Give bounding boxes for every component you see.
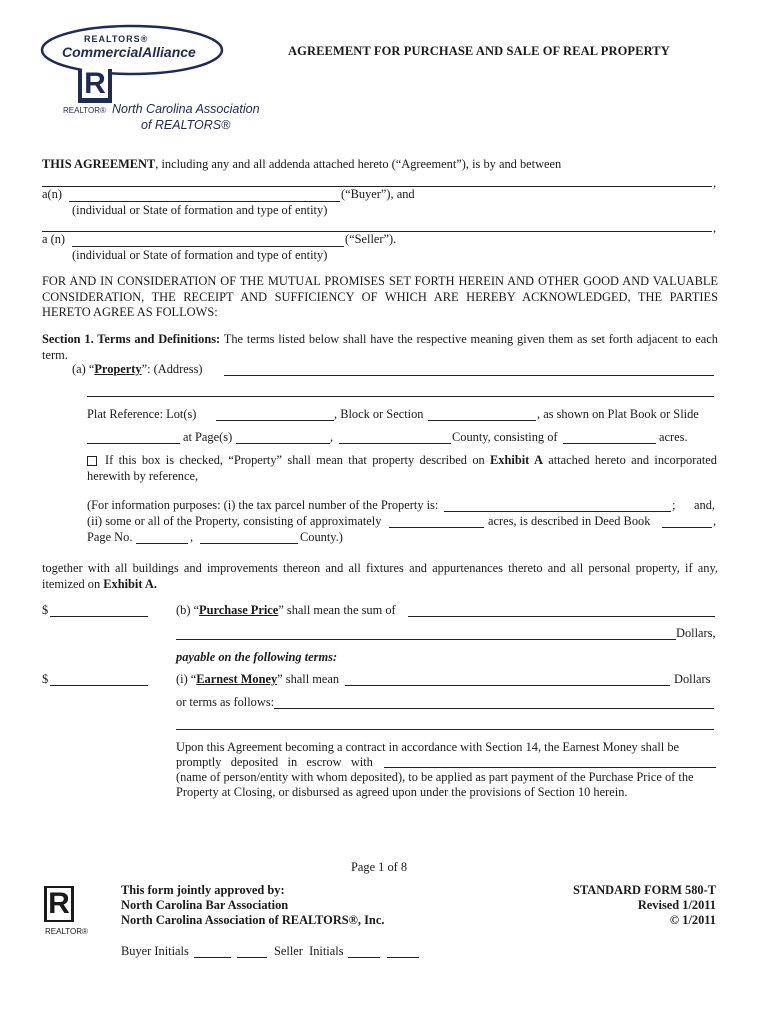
plat-book-label: , as shown on Plat Book or Slide xyxy=(537,407,699,421)
upon-line-1: Upon this Agreement becoming a contract in accordance with Section 14, the Earnest Money shall be xyxy=(176,740,680,754)
intro-line xyxy=(42,157,561,172)
footer-realtor-r-logo: R xyxy=(44,886,74,922)
property-term: Property xyxy=(94,362,142,376)
property-address-line[interactable] xyxy=(224,375,714,376)
page-no-line[interactable] xyxy=(136,543,188,544)
terms-line-1[interactable] xyxy=(274,708,714,709)
realtor-label: REALTOR® xyxy=(63,106,106,115)
county-consisting-label: County, consisting of xyxy=(452,430,558,444)
purchase-price-words-line-2[interactable] xyxy=(176,639,676,640)
upon-line-3: (name of person/entity with whom deposited), to be applied as part payment of the Purchase Price of the xyxy=(176,770,694,784)
property-label: (a) “Property”: (Address) xyxy=(72,362,203,376)
document-title: AGREEMENT FOR PURCHASE AND SALE OF REAL PROPERTY xyxy=(288,44,670,58)
info-line-3b: County.) xyxy=(300,530,343,544)
seller-initials-line-1[interactable] xyxy=(348,957,380,958)
payable-label: payable on the following terms: xyxy=(176,650,338,664)
slide-line[interactable] xyxy=(87,443,180,444)
ncar-line-1: North Carolina Association xyxy=(112,102,260,116)
seller-initials-label: Seller Initials xyxy=(274,944,344,958)
info-line-2b: acres, is described in Deed Book xyxy=(488,514,651,528)
approved-line-3: North Carolina Association of REALTORS®, Inc. xyxy=(121,913,385,927)
dollars-label: Dollars, xyxy=(676,626,716,640)
page-number: Page 1 of 8 xyxy=(351,860,408,874)
comma: , xyxy=(713,514,717,528)
consideration-paragraph: FOR AND IN CONSIDERATION OF THE MUTUAL PROMISES SET FORTH HEREIN AND OTHER GOOD AND VALUABLE CONSIDERATION, THE RECEIPT AND SUFFICIENCY OF WHICH ARE HEREBY ACKNOWLEDGED, THE PARTIES HERETO AGREE AS FOLLOWS: xyxy=(42,274,718,319)
upon-line-4: Property at Closing, or disbursed as agreed upon under the provisions of Section 10 herein. xyxy=(176,785,628,799)
earnest-money-label: (i) “Earnest Money” shall mean xyxy=(176,672,340,686)
purchase-price-label: (b) “Purchase Price” shall mean the sum of xyxy=(176,603,396,617)
plat-reference-label: Plat Reference: Lot(s) xyxy=(87,407,197,421)
at-pages-label: at Page(s) xyxy=(183,430,233,444)
block-label: , Block or Section xyxy=(334,407,424,421)
pages-line[interactable] xyxy=(236,443,330,444)
comma: , xyxy=(330,430,334,444)
info-line-3a: Page No. xyxy=(87,530,133,544)
seller-note: (individual or State of formation and type of entity) xyxy=(72,248,328,262)
copyright-date: © 1/2011 xyxy=(669,913,716,927)
earnest-money-dollar: $ xyxy=(42,672,49,686)
intro-rest: , including any and all addenda attached hereto (“Agreement”), is by and between xyxy=(155,157,562,171)
buyer-initials-label: Buyer Initials xyxy=(121,944,189,958)
exhibit-a-checkbox[interactable] xyxy=(87,456,97,466)
terms-line-2[interactable] xyxy=(176,729,714,730)
buyer-initials-line-2[interactable] xyxy=(237,957,267,958)
deed-book-line[interactable] xyxy=(662,527,712,528)
acres-label: acres. xyxy=(659,430,688,444)
together-paragraph: together with all buildings and improvements thereon and all fixtures and appurtenances thereto and all personal property, if any, itemized on Exhibit A. xyxy=(42,561,718,591)
tax-parcel-line[interactable] xyxy=(444,511,671,512)
buyer-initials-line-1[interactable] xyxy=(194,957,231,958)
intro-lead: THIS AGREEMENT xyxy=(42,157,156,171)
block-line[interactable] xyxy=(428,420,536,421)
section-1-heading: Section 1. Terms and Definitions: xyxy=(42,332,221,346)
or-terms-label: or terms as follows: xyxy=(176,695,275,709)
section-1-intro xyxy=(42,332,718,363)
seller-initials-line-2[interactable] xyxy=(387,957,419,958)
realtor-r-logo: R xyxy=(78,69,112,103)
seller-entity-line[interactable] xyxy=(72,246,344,247)
purchase-price-term: Purchase Price xyxy=(199,603,279,617)
buyer-entity-line[interactable] xyxy=(69,201,340,202)
ncar-line-2: of REALTORS® xyxy=(141,118,231,132)
comma: , xyxy=(713,176,717,190)
commercial-alliance-logo xyxy=(40,22,225,82)
approved-line-1: This form jointly approved by: xyxy=(121,883,285,897)
info-line-2a: (ii) some or all of the Property, consisting of approximately xyxy=(87,514,382,528)
approx-acres-line[interactable] xyxy=(389,527,484,528)
earnest-money-amount-line[interactable] xyxy=(50,685,148,686)
buyer-note: (individual or State of formation and type of entity) xyxy=(72,203,328,217)
logo-commercial-alliance: CommercialAlliance xyxy=(62,44,196,60)
comma: , xyxy=(713,221,717,235)
exhibit-checkbox-paragraph: If this box is checked, “Property” shall mean that property described on Exhibit A attached hereto and incorporated herewith by reference, xyxy=(87,453,717,483)
escrow-agent-line[interactable] xyxy=(384,767,716,768)
logo-realtors-word: REALTORS® xyxy=(84,34,149,44)
purchase-price-dollar: $ xyxy=(42,603,49,617)
info-line-1: (For information purposes: (i) the tax parcel number of the Property is: xyxy=(87,498,439,512)
info-line-1-end: ; and, xyxy=(672,498,716,512)
seller-suffix: (“Seller”). xyxy=(345,232,397,246)
comma: , xyxy=(190,530,194,544)
earnest-money-words-line[interactable] xyxy=(345,685,670,686)
earnest-dollars-label: Dollars xyxy=(674,672,711,686)
seller-prefix: a (n) xyxy=(42,232,66,246)
earnest-money-term: Earnest Money xyxy=(196,672,278,686)
standard-form-number: STANDARD FORM 580-T xyxy=(573,883,716,897)
buyer-prefix: a(n) xyxy=(42,187,62,201)
purchase-price-words-line[interactable] xyxy=(408,616,715,617)
acres-line[interactable] xyxy=(563,443,656,444)
buyer-suffix: (“Buyer”), and xyxy=(341,187,415,201)
footer-realtor-label: REALTOR® xyxy=(45,927,88,936)
approved-line-2: North Carolina Bar Association xyxy=(121,898,289,912)
lot-line[interactable] xyxy=(216,420,334,421)
revised-date: Revised 1/2011 xyxy=(637,898,716,912)
county-line[interactable] xyxy=(339,443,451,444)
section-1-text: The terms listed below shall have the respective meaning given them as set forth adjacent to each term. xyxy=(42,332,718,362)
deed-county-line[interactable] xyxy=(200,543,298,544)
property-address-line-2[interactable] xyxy=(87,396,714,397)
purchase-price-amount-line[interactable] xyxy=(50,616,148,617)
upon-line-2: promptly deposited in escrow with xyxy=(176,755,373,769)
